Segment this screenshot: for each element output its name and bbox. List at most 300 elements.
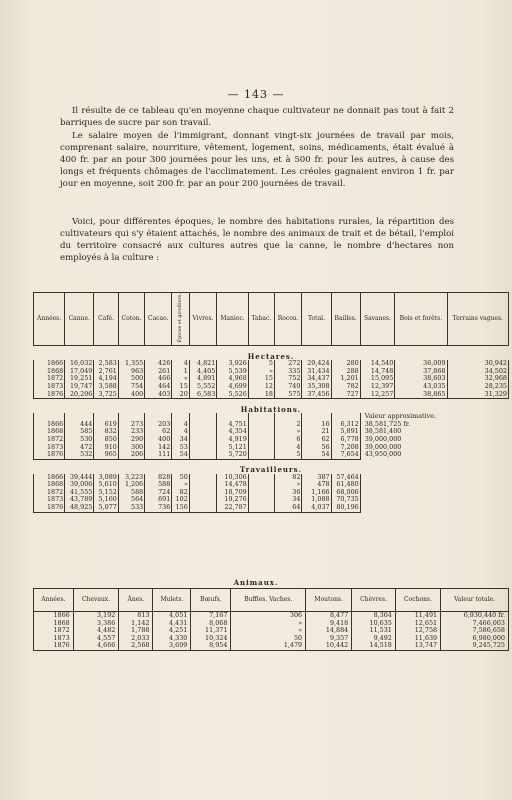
table-cell: 19,251 [65,375,94,383]
table-cell: 1,788 [119,627,153,635]
table-cell: 50 [172,474,189,482]
table-cell: 1873 [34,444,65,452]
table-cell: 12,257 [360,391,395,399]
table-cell: 16,032 [65,360,94,368]
table-cell: 48,925 [65,504,94,512]
table-cell [248,474,274,482]
table-cell: 532 [65,451,94,459]
table-cell: 9,492 [352,635,396,643]
table-cell: 1872 [34,436,65,444]
table-cell: 68,006 [331,489,360,497]
table-cell: 400 [118,391,144,399]
value-cell [360,496,508,504]
table-cell: 3,926 [217,360,248,368]
table-cell: 20 [172,391,189,399]
note-header: Valeur approximative. [364,412,437,421]
section-heading-row [34,346,509,361]
table-cell: 7,208 [331,444,360,452]
table-cell: 813 [119,612,153,620]
table-cell: 14,540 [360,360,395,368]
table-cell: 288 [331,368,360,376]
table-cell: 727 [331,391,360,399]
table-cell: 6,312 [331,421,360,429]
table-cell: 5,160 [94,496,118,504]
table-cell: 82 [172,489,189,497]
column-header: Canne. [65,293,94,346]
value-cell [360,474,508,482]
table-cell: 1876 [34,451,65,459]
table-cell: 21 [302,428,331,436]
table-cell [189,451,217,459]
value-cell [360,489,508,497]
table-cell [189,436,217,444]
table-cell: 444 [65,421,94,429]
table-cell: 9,245,725 [441,642,509,650]
table-cell: » [172,375,189,383]
value-cell: 38,581,400 [364,427,402,436]
column-header: Chèvres. [352,589,396,612]
table-cell: 15,095 [360,375,395,383]
table-cell: 30,942 [447,360,508,368]
table-cell: 724 [145,489,172,497]
column-header-label: Épices et girofliers. [176,293,183,343]
table-row [34,642,509,650]
table-cell: 10,442 [306,642,352,650]
column-header: Manioc. [217,293,248,346]
table-cell: 206 [118,451,144,459]
table-cell: 1,166 [302,489,331,497]
table-cell [189,474,217,482]
table-cell: 1,088 [302,496,331,504]
table-cell: 6,980,000 [441,635,509,643]
table-cell: 61,480 [331,481,360,489]
table-row [34,391,509,399]
value-cell: 39,000,000 [364,442,402,451]
table-cell: 35,308 [302,383,331,391]
table-cell: » [248,368,274,376]
table-cell: 619 [94,421,118,429]
table-cell [248,436,274,444]
table-cell: 34 [274,496,301,504]
table-cell: 4,431 [153,620,191,628]
table-cell: 3,223 [118,474,144,482]
table-cell: 6 [274,436,301,444]
table-cell: 4,194 [94,375,118,383]
table-cell: 5,526 [217,391,248,399]
table-cell: 273 [118,421,144,429]
table-cell: 39,006 [65,481,94,489]
table-cell: 10,306 [217,474,248,482]
value-cell: 38,581,725 fr. [364,419,411,428]
table-cell: 19,747 [65,383,94,391]
land-use-table [33,292,509,513]
value-cell: 39,000,000 [364,434,402,443]
table-cell: 54 [302,451,331,459]
column-header: Café. [94,293,118,346]
table-cell: 102 [172,496,189,504]
table-cell: 11,371 [191,627,231,635]
table-cell: 16 [302,421,331,429]
table-cell: 28,235 [447,383,508,391]
table-cell: 3,192 [73,612,119,620]
table-cell: 500 [118,375,144,383]
table-cell: 400 [145,436,172,444]
table-cell: 4,405 [189,368,217,376]
table-cell: 8,477 [306,612,352,620]
table-cell: 530 [65,436,94,444]
table-cell: 12,651 [395,620,440,628]
table-cell [189,413,217,421]
table-cell: 588 [118,489,144,497]
table-cell: 1,142 [119,620,153,628]
table-cell: 5,552 [189,383,217,391]
table-cell: 5,121 [217,444,248,452]
table-cell: 588 [145,481,172,489]
table-cell: 233 [118,428,144,436]
table-cell: 53 [172,444,189,452]
table-cell: 1873 [34,496,65,504]
table-cell: 31,329 [447,391,508,399]
table-cell: 1,206 [118,481,144,489]
section-heading-row [34,399,509,414]
paragraph-2: Le salaire moyen de l'immigrant, donnant vingt-six journées de travail par mois, comprenant salaire, nourriture, vêtement, logement, soins, médicaments, était évalué à 400 fr. par an pour 300 journées pour les uns, et à 500 fr. pour les autres, à cause des longs et fréquents chômages de l'acclimatement. Les créoles gagnaient environ 1 fr. par jour en moyenne, soit 200 fr. par an pour 200 journées de travail. [60,131,454,190]
table-cell: 22,787 [217,504,248,512]
table-cell: 585 [65,428,94,436]
table-cell: 14,748 [360,368,395,376]
table-cell: 752 [274,375,301,383]
table-cell: 7,167 [191,612,231,620]
table-cell: 203 [145,421,172,429]
table-cell: 10,324 [191,635,231,643]
table-cell: 7,466,003 [441,620,509,628]
table-cell: 111 [145,451,172,459]
table-cell: 1876 [34,504,65,512]
table-cell: 426 [145,360,172,368]
table-cell: 3,725 [94,391,118,399]
table-cell: 12,758 [395,627,440,635]
table-cell: 965 [94,451,118,459]
table-cell: 34 [172,436,189,444]
column-header: Bailles. [331,293,360,346]
table-cell: 11,531 [352,627,396,635]
table-cell: 39,444 [65,474,94,482]
table-cell: 2,033 [119,635,153,643]
table-cell: 564 [118,496,144,504]
table-cell: 3,699 [153,642,191,650]
table-cell: 41,555 [65,489,94,497]
table-cell: 2,761 [94,368,118,376]
table-cell: 4,037 [302,504,331,512]
table-cell: » [231,620,306,628]
table-cell [248,489,274,497]
table-header-row [34,293,509,346]
table-cell: 37,868 [395,368,447,376]
table-cell: 142 [145,444,172,452]
table-cell: 62 [302,436,331,444]
table-cell: 36 [274,489,301,497]
value-cell: 43,950,000 [364,450,402,459]
table-cell: 34,437 [302,375,331,383]
column-header: Bois et forêts. [395,293,447,346]
table-cell: 7,654 [331,451,360,459]
table-cell: 1876 [34,642,74,650]
table-cell: 43,035 [395,383,447,391]
section-heading-row [34,459,509,474]
column-header: Total. [302,293,331,346]
table-cell [189,428,217,436]
table-cell: 18 [248,391,274,399]
table-cell: 10,635 [352,620,396,628]
table-cell: 403 [145,391,172,399]
table-cell: 387 [302,474,331,482]
table-cell: 306 [231,612,306,620]
column-header: Savanes. [360,293,395,346]
table-cell: 533 [118,504,144,512]
table-cell: 478 [302,481,331,489]
table-cell: 1,479 [231,642,306,650]
table-cell: 4,557 [73,635,119,643]
column-header: Terrains vagues. [447,293,508,346]
table-row [34,504,509,512]
table-cell: 1868 [34,428,65,436]
table-cell: 13,747 [395,642,440,650]
table-cell: 963 [118,368,144,376]
table-cell [189,421,217,429]
table-cell: 36,009 [395,360,447,368]
table-cell: 4,482 [73,627,119,635]
table-cell: 5,891 [331,428,360,436]
animals-table [33,588,509,651]
table-cell: 37,456 [302,391,331,399]
table-cell: 17,049 [65,368,94,376]
table-cell: 850 [94,436,118,444]
table-cell: 20,206 [65,391,94,399]
table-cell: 15 [248,375,274,383]
table-cell [189,489,217,497]
table-cell: 7,586,658 [441,627,509,635]
column-header: Années. [34,589,74,612]
table-cell: » [172,481,189,489]
section-title: Habitations. [240,404,302,414]
table-cell: 4,051 [153,612,191,620]
table-cell: 18,709 [217,489,248,497]
table-cell: 4 [274,444,301,452]
table-row [34,451,509,459]
table-cell: 8,954 [191,642,231,650]
table-cell: 3,386 [73,620,119,628]
table-cell: 82 [274,474,301,482]
table-cell: 29,424 [302,360,331,368]
table-cell: 11,491 [395,612,440,620]
table-cell: 1868 [34,481,65,489]
table-cell: 43,789 [65,496,94,504]
table-cell [189,444,217,452]
table-cell [248,496,274,504]
table-cell: 156 [172,504,189,512]
animals-caption: Animaux. [233,578,279,587]
section-title: Hectares. [247,351,295,361]
table-cell: 290 [118,436,144,444]
table-cell: 19,276 [217,496,248,504]
column-header: Tabac. [248,293,274,346]
column-header: Ânes. [119,589,153,612]
table-cell: 9,357 [306,635,352,643]
table-cell: 910 [94,444,118,452]
table-cell: 5 [274,451,301,459]
table-cell: 272 [274,360,301,368]
table-cell: 57,464 [331,474,360,482]
column-header: Moutons. [306,589,352,612]
table-cell [189,481,217,489]
table-cell: 4,666 [73,642,119,650]
table-header-row [34,589,509,612]
column-header: Chevaux. [73,589,119,612]
table-cell: 4,821 [189,360,217,368]
table-cell: 1866 [34,421,65,429]
table-cell: 2 [274,421,301,429]
table-cell: 15 [172,383,189,391]
table-cell: 3,089 [94,474,118,482]
table-cell: 12 [248,383,274,391]
table-cell [248,481,274,489]
table-cell: 691 [145,496,172,504]
value-cell [360,504,508,512]
table-cell: 1866 [34,360,65,368]
table-cell: 1,355 [118,360,144,368]
table-cell: 828 [145,474,172,482]
page-number: — 143 — [227,88,285,101]
table-cell: 2,568 [119,642,153,650]
column-header: Coton. [118,293,144,346]
column-header [172,293,189,346]
table-cell: 280 [331,360,360,368]
table-cell [248,428,274,436]
table-cell: 32,968 [447,375,508,383]
table-cell: 11,639 [395,635,440,643]
table-cell: 14,478 [217,481,248,489]
table-cell: 8,068 [191,620,231,628]
table-cell: 1872 [34,489,65,497]
column-header: Années. [34,293,65,346]
column-header: Bœufs. [191,589,231,612]
table-cell: 64 [274,504,301,512]
table-cell: 4 [172,360,189,368]
table-cell: 754 [118,383,144,391]
table-cell: 575 [274,391,301,399]
table-cell: 1868 [34,620,74,628]
table-cell: 54 [172,451,189,459]
table-cell: 2,583 [94,360,118,368]
section-title: Travailleurs. [239,465,303,475]
table-cell: 9,418 [306,620,352,628]
table-cell: 1873 [34,383,65,391]
table-cell: 1872 [34,375,65,383]
value-cell [360,481,508,489]
table-cell: 300 [118,444,144,452]
table-cell: 1873 [34,635,74,643]
table-cell: 6,930,440 fr. [441,612,509,620]
table-cell [248,444,274,452]
table-cell: 5,610 [94,481,118,489]
table-cell: 14,518 [352,642,396,650]
table-cell: 38,865 [395,391,447,399]
table-cell: 261 [145,368,172,376]
table-cell: 1866 [34,474,65,482]
table-cell: 4 [172,421,189,429]
column-header: Valeur totale. [441,589,509,612]
table-cell: 782 [331,383,360,391]
table-cell: 4,699 [217,383,248,391]
table-cell: 5,077 [94,504,118,512]
table-cell: 472 [65,444,94,452]
table-cell: 14,884 [306,627,352,635]
table-cell [248,421,274,429]
column-header: Mulets. [153,589,191,612]
table-cell: 4,251 [153,627,191,635]
table-cell [248,451,274,459]
table-cell: » [274,481,301,489]
table-cell: 5,152 [94,489,118,497]
paragraph-1: Il résulte de ce tableau qu'en moyenne chaque cultivateur ne donnait pas tout à fait 2 barriques de sucre par son travail. [60,106,454,129]
table-cell: 4,891 [189,375,217,383]
table-cell: 1872 [34,627,74,635]
table-cell: 38,603 [395,375,447,383]
paragraph-3: Voici, pour différentes époques, le nombre des habitations rurales, la répartition des cultivateurs qui s'y étaient attachés, le nombre des animaux de trait et de bétail, l'emploi du territoire consacré aux cultures autres que la canne, le nombre d'hectares non employés à la culture : [60,217,454,264]
table-cell: 12,397 [360,383,395,391]
table-cell [189,504,217,512]
table-cell: 1876 [34,391,65,399]
table-cell: 5,539 [217,368,248,376]
table-cell: 50 [231,635,306,643]
table-cell: 4 [172,428,189,436]
table-cell: 832 [94,428,118,436]
table-cell [248,413,274,421]
table-cell: 6,583 [189,391,217,399]
table-cell: 736 [145,504,172,512]
table-cell: 335 [274,368,301,376]
table-cell: 1 [172,368,189,376]
table-cell: 80,196 [331,504,360,512]
table-cell [189,496,217,504]
table-cell: 62 [145,428,172,436]
column-header: Vivres. [189,293,217,346]
table-cell: 5 [248,360,274,368]
table-cell: 464 [145,383,172,391]
table-cell: 4,354 [217,428,248,436]
table-cell: 8,364 [352,612,396,620]
table-cell: 5,720 [217,451,248,459]
column-header: Cochons. [395,589,440,612]
table-cell: 4,968 [217,375,248,383]
table-cell: 70,735 [331,496,360,504]
table-cell [248,504,274,512]
table-cell: » [274,428,301,436]
table-cell: 740 [274,383,301,391]
table-cell: 1,201 [331,375,360,383]
table-cell: 466 [145,375,172,383]
table-cell: 3,588 [94,383,118,391]
table-cell: 1866 [34,612,74,620]
table-cell: » [231,627,306,635]
table-cell: 1868 [34,368,65,376]
table-cell: 56 [302,444,331,452]
table-cell: 4,330 [153,635,191,643]
column-header: Cacao. [145,293,172,346]
table-cell: 34,502 [447,368,508,376]
column-header: Rocou. [274,293,301,346]
table-cell: 6,778 [331,436,360,444]
table-cell: 4,751 [217,421,248,429]
